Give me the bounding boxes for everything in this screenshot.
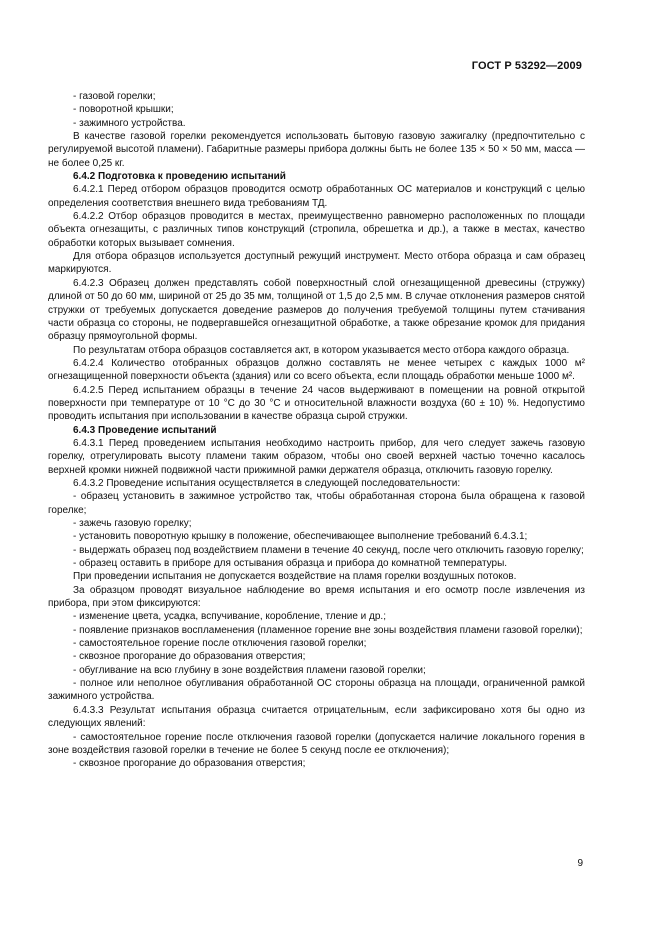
paragraph: В качестве газовой горелки рекомендуется использовать бытовую газовую зажигалку (предпочтительно с регулируемой высотой пламени). Габаритные размеры прибора должны быть не более 135 × 50 × 50 мм, масса — не более 0,25 кг. xyxy=(48,131,585,169)
paragraph: - сквозное прогорание до образования отверстия; xyxy=(73,758,306,770)
paragraph: За образцом проводят визуальное наблюдение во время испытания и его осмотр после извлечения из прибора, при этом фиксируются: xyxy=(48,584,585,610)
paragraph: - обугливание на всю глубину в зоне воздействия пламени газовой горелки; xyxy=(73,664,426,676)
paragraph: - установить поворотную крышку в положение, обеспечивающее выполнение требований 6.4.3.1; xyxy=(73,531,528,543)
paragraph: - зажечь газовую горелку; xyxy=(73,518,192,529)
paragraph: 6.4.3.2 Проведение испытания осуществляется в следующей последовательности: xyxy=(73,477,461,489)
paragraph: При проведении испытания не допускается воздействие на пламя горелки воздушных потоков. xyxy=(73,571,517,583)
paragraph: - образец оставить в приборе для остывания образца и прибора до комнатной температуры. xyxy=(73,558,508,570)
paragraph: - поворотной крышки; xyxy=(73,104,174,116)
paragraph: 6.4.2.2 Отбор образцов проводится в местах, преимущественно равномерно расположенных по площади объекта огнезащиты, с различных типов конструкций (стропила, обрешетка и др.), а также в местах, качество обработки которых вызывает сомнения. xyxy=(48,211,585,249)
paragraph: - выдержать образец под воздействием пламени в течение 40 секунд, после чего отключить газовую горелку; xyxy=(73,544,584,556)
paragraph: - полное или неполное обугливания обработанной ОС стороны образца на площади, ограниченной рамкой зажимного устройства. xyxy=(48,678,585,703)
document-body xyxy=(48,90,585,771)
paragraph: - газовой горелки; xyxy=(73,91,156,102)
paragraph: 6.4.3.3 Результат испытания образца считается отрицательным, если зафиксировано хотя бы одно из следующих явлений: xyxy=(48,704,585,730)
paragraph: - изменение цвета, усадка, вспучивание, коробление, тление и др.; xyxy=(73,611,386,623)
paragraph: - сквозное прогорание до образования отверстия; xyxy=(73,651,306,663)
page-number: 9 xyxy=(577,858,583,869)
paragraph: По результатам отбора образцов составляется акт, в котором указывается место отбора каждого образца. xyxy=(73,344,570,356)
paragraph: 6.4.2.1 Перед отбором образцов проводится осмотр обработанных ОС материалов и конструкций с целью определения соответствия внешнего вида требованиям ТД. xyxy=(48,184,585,209)
paragraph: 6.4.3.1 Перед проведением испытания необходимо настроить прибор, для чего следует зажечь газовую горелку, отрегулировать высоту пламени таким образом, чтобы оно своей верхней частью точечно касалось верхней кромки нижней подвижной части прижимной рамки держателя образца, отключить газовую горелку. xyxy=(48,437,585,476)
paragraph: - появление признаков воспламенения (пламенное горение вне зоны воздействия пламени газовой горелки); xyxy=(73,624,583,636)
section-heading: 6.4.2 Подготовка к проведению испытаний xyxy=(73,171,286,183)
paragraph: 6.4.2.4 Количество отобранных образцов должно составлять не менее четырех с каждых 1000 м² огнезащищенной поверхности объекта (здания) или со всего объекта, если площадь обработки меньше 1000 м². xyxy=(48,357,585,383)
paragraph: 6.4.2.3 Образец должен представлять собой поверхностный слой огнезащищенной древесины (стружку) длиной от 50 до 60 мм, шириной от 25 до 35 мм, толщиной от 1,5 до 2,5 мм. В случае отклонения размеров снятой стружки от требуемых допускается доведение размеров до получения требуемой толщины путем стачивания части образца со стороны, не подвергавшейся огнезащитной обработке, а также обрезание кромок для придания образцу прямоугольной формы. xyxy=(48,277,585,343)
paragraph: 6.4.2.5 Перед испытанием образцы в течение 24 часов выдерживают в помещении на ровной открытой поверхности при температуре от 10 °С до 30 °С и относительной влажности воздуха (60 ± 10) %. Недопустимо проводить испытания при использовании в качестве образца сырой стружки. xyxy=(48,384,585,423)
paragraph: Для отбора образцов используется доступный режущий инструмент. Место отбора образца и сам образец маркируются. xyxy=(48,251,585,276)
paragraph: - образец установить в зажимное устройство так, чтобы обработанная сторона была обращена к газовой горелке; xyxy=(48,491,585,516)
paragraph: - самостоятельное горение после отключения газовой горелки; xyxy=(73,638,367,650)
paragraph: - самостоятельное горение после отключения газовой горелки (допускается наличие локального горения в зоне воздействия газовой горелки в течение не более 5 секунд после ее отключения); xyxy=(48,731,585,756)
section-heading: 6.4.3 Проведение испытаний xyxy=(73,424,217,436)
paragraph: - зажимного устройства. xyxy=(73,117,186,129)
standard-code: ГОСТ Р 53292—2009 xyxy=(471,60,582,72)
